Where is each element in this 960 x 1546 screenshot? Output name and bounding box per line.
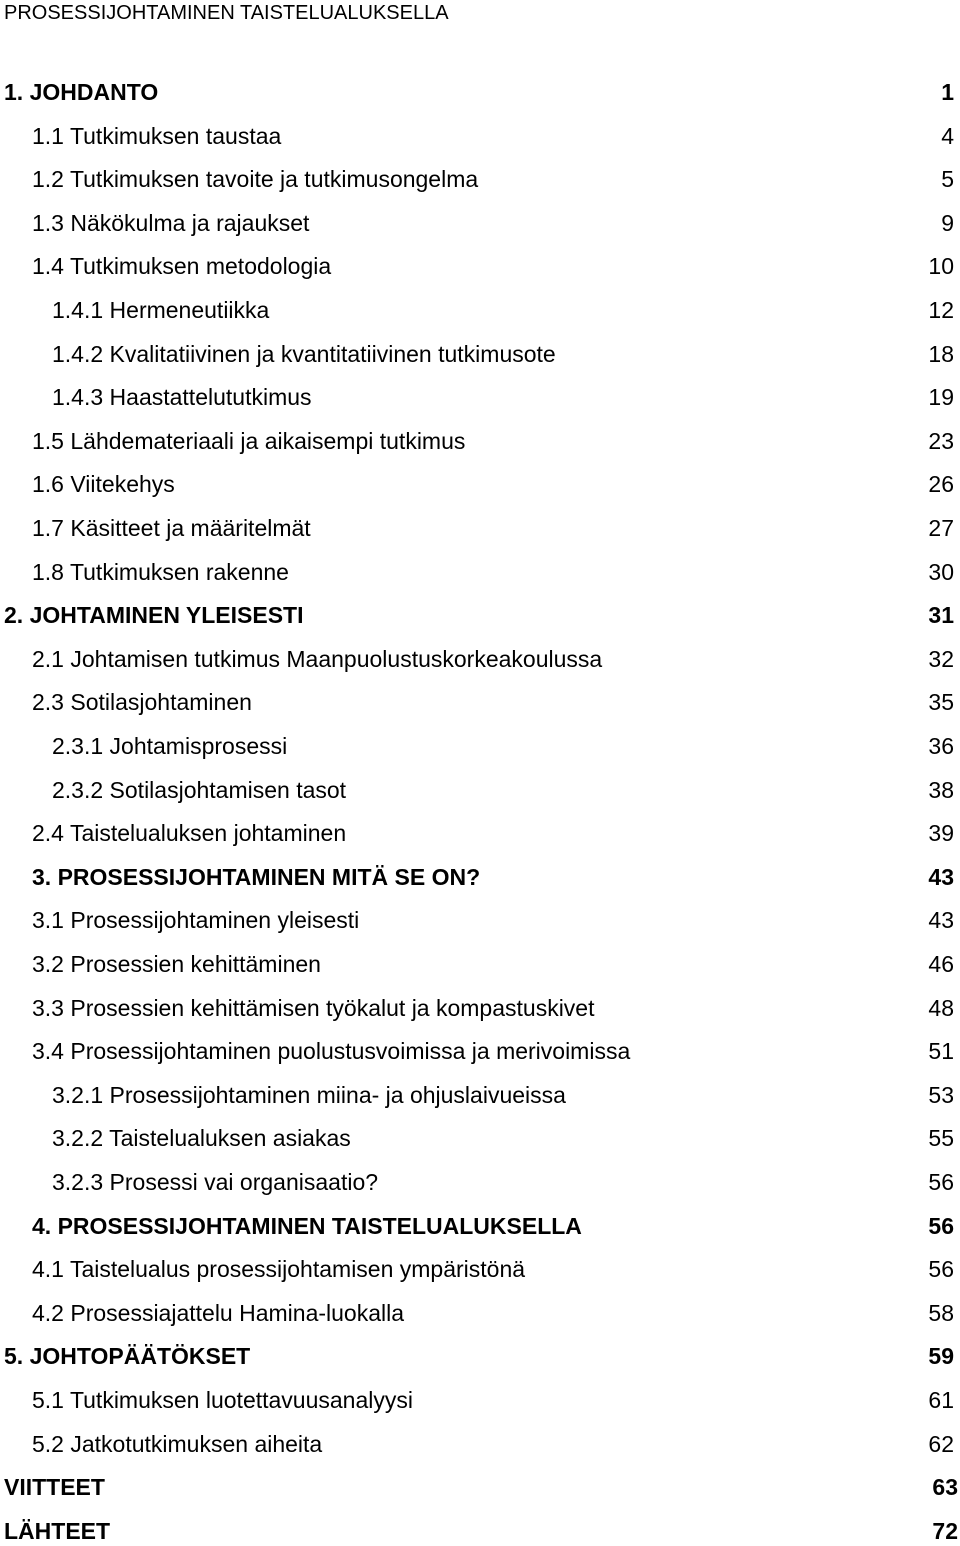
- toc-entry-page-number: 26: [928, 471, 954, 497]
- toc-entry-page-number: 31: [928, 602, 954, 628]
- toc-entry-label: 3.2 Prosessien kehittäminen: [32, 951, 321, 977]
- toc-entry: [0, 644, 960, 674]
- toc-entry-page-number: 56: [928, 1213, 954, 1239]
- toc-entry-page-number: 53: [928, 1082, 954, 1108]
- toc-entry-label: 4. PROSESSIJOHTAMINEN TAISTELUALUKSELLA: [32, 1213, 582, 1239]
- toc-entry-label: 1.1 Tutkimuksen taustaa: [32, 123, 282, 149]
- toc-entry-label: 1.6 Viitekehys: [32, 471, 175, 497]
- toc-entry-page-number: 32: [928, 646, 954, 672]
- toc-entry-page-number: 56: [928, 1169, 954, 1195]
- toc-entry: [0, 382, 960, 412]
- toc-entry-label: 1.8 Tutkimuksen rakenne: [32, 559, 289, 585]
- toc-entry-page-number: 63: [932, 1474, 958, 1500]
- toc-entry-label: 4.2 Prosessiajattelu Hamina-luokalla: [32, 1300, 405, 1326]
- toc-entry: [0, 1298, 960, 1328]
- toc-entry-label: 1.4 Tutkimuksen metodologia: [32, 253, 332, 279]
- toc-entry: [0, 1341, 960, 1371]
- toc-entry: [0, 208, 960, 238]
- document-title: PROSESSIJOHTAMINEN TAISTELUALUKSELLA: [4, 2, 449, 24]
- toc-entry-label: LÄHTEET: [4, 1518, 111, 1544]
- toc-entry-label: 1.4.3 Haastattelututkimus: [52, 384, 312, 410]
- toc-entry: [0, 121, 960, 151]
- toc-entry: [0, 339, 960, 369]
- toc-entry: [0, 426, 960, 456]
- toc-entry-page-number: 27: [928, 515, 954, 541]
- toc-entry-page-number: 43: [928, 864, 954, 890]
- toc-entry-label: 1.4.1 Hermeneutiikka: [52, 297, 270, 323]
- toc-entry: [0, 1036, 960, 1066]
- toc-entry-label: 1.7 Käsitteet ja määritelmät: [32, 515, 311, 541]
- toc-entry: [0, 469, 960, 499]
- toc-entry-page-number: 72: [932, 1518, 958, 1544]
- toc-entry-label: 1.5 Lähdemateriaali ja aikaisempi tutkimus: [32, 428, 466, 454]
- toc-entry-page-number: 19: [928, 384, 954, 410]
- toc-entry-page-number: 9: [941, 210, 954, 236]
- toc-entry: [0, 862, 960, 892]
- toc-entry: [0, 557, 960, 587]
- toc-entry: [0, 905, 960, 935]
- toc-entry-page-number: 35: [928, 689, 954, 715]
- toc-entry: [0, 600, 960, 630]
- toc-entry-label: 5.2 Jatkotutkimuksen aiheita: [32, 1431, 323, 1457]
- toc-entry: [0, 1167, 960, 1197]
- toc-entry-label: 3.3 Prosessien kehittämisen työkalut ja kompastuskivet: [32, 995, 595, 1021]
- toc-entry-page-number: 12: [928, 297, 954, 323]
- toc-entry-page-number: 48: [928, 995, 954, 1021]
- toc-entry: [0, 77, 960, 107]
- toc-entry-label: 2. JOHTAMINEN YLEISESTI: [4, 602, 304, 628]
- toc-entry-label: 5. JOHTOPÄÄTÖKSET: [4, 1343, 251, 1369]
- toc-entry-page-number: 39: [928, 820, 954, 846]
- toc-entry-page-number: 30: [928, 559, 954, 585]
- toc-entry-label: 2.1 Johtamisen tutkimus Maanpuolustuskorkeakoulussa: [32, 646, 603, 672]
- toc-entry-label: 3. PROSESSIJOHTAMINEN MITÄ SE ON?: [32, 864, 481, 890]
- toc-entry-page-number: 51: [928, 1038, 954, 1064]
- toc-entry: [0, 949, 960, 979]
- toc-entry-page-number: 5: [941, 166, 954, 192]
- toc-entry-page-number: 36: [928, 733, 954, 759]
- toc-entry-label: 2.3 Sotilasjohtaminen: [32, 689, 252, 715]
- toc-entry: [0, 1429, 960, 1459]
- toc-entry-page-number: 58: [928, 1300, 954, 1326]
- toc-entry-page-number: 55: [928, 1125, 954, 1151]
- toc-entry: [0, 1254, 960, 1284]
- toc-entry-label: 1.4.2 Kvalitatiivinen ja kvantitatiivinen tutkimusote: [52, 341, 556, 367]
- toc-entry: [0, 993, 960, 1023]
- toc-entry-label: 3.2.3 Prosessi vai organisaatio?: [52, 1169, 379, 1195]
- toc-entry-page-number: 59: [928, 1343, 954, 1369]
- toc-entry: [0, 1385, 960, 1415]
- toc-entry: [0, 1080, 960, 1110]
- toc-entry: [0, 1516, 960, 1546]
- toc-entry: [0, 687, 960, 717]
- toc-entry: [0, 818, 960, 848]
- toc-entry-page-number: 46: [928, 951, 954, 977]
- toc-entry: [0, 731, 960, 761]
- toc-entry-page-number: 38: [928, 777, 954, 803]
- toc-entry-page-number: 18: [928, 341, 954, 367]
- toc-entry-label: 1. JOHDANTO: [4, 79, 159, 105]
- toc-entry-label: 3.2.1 Prosessijohtaminen miina- ja ohjuslaivueissa: [52, 1082, 566, 1108]
- toc-entry: [0, 775, 960, 805]
- toc-entry-label: 4.1 Taistelualus prosessijohtamisen ympäristönä: [32, 1256, 526, 1282]
- toc-entry: [0, 164, 960, 194]
- toc-entry-label: 5.1 Tutkimuksen luotettavuusanalyysi: [32, 1387, 413, 1413]
- toc-entry-label: 3.4 Prosessijohtaminen puolustusvoimissa ja merivoimissa: [32, 1038, 631, 1064]
- toc-entry-label: 3.1 Prosessijohtaminen yleisesti: [32, 907, 360, 933]
- toc-entry-label: 2.3.2 Sotilasjohtamisen tasot: [52, 777, 347, 803]
- toc-entry-page-number: 4: [941, 123, 954, 149]
- toc-entry-page-number: 43: [928, 907, 954, 933]
- toc-entry-page-number: 1: [941, 79, 954, 105]
- toc-entry-label: 2.4 Taistelualuksen johtaminen: [32, 820, 347, 846]
- toc-entry: [0, 295, 960, 325]
- toc-entry-label: 1.3 Näkökulma ja rajaukset: [32, 210, 310, 236]
- toc-entry-label: VIITTEET: [4, 1474, 105, 1500]
- toc-entry-page-number: 23: [928, 428, 954, 454]
- toc-entry-page-number: 56: [928, 1256, 954, 1282]
- toc-entry-page-number: 10: [928, 253, 954, 279]
- toc-entry-page-number: 61: [928, 1387, 954, 1413]
- toc-entry-page-number: 62: [928, 1431, 954, 1457]
- toc-entry: [0, 1123, 960, 1153]
- toc-entry: [0, 251, 960, 281]
- toc-entry-label: 2.3.1 Johtamisprosessi: [52, 733, 288, 759]
- toc-entry-label: 3.2.2 Taistelualuksen asiakas: [52, 1125, 351, 1151]
- toc-entry: [0, 1211, 960, 1241]
- toc-entry-label: 1.2 Tutkimuksen tavoite ja tutkimusongelma: [32, 166, 479, 192]
- toc-entry: [0, 513, 960, 543]
- toc-entry: [0, 1472, 960, 1502]
